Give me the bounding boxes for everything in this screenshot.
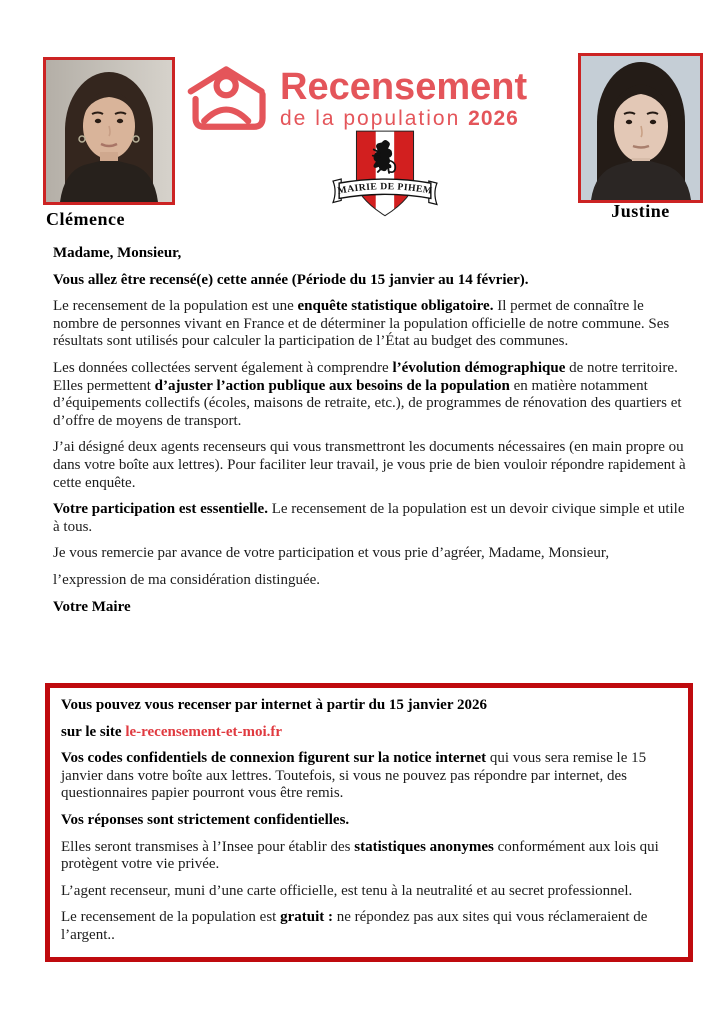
house-person-icon: [186, 62, 274, 138]
infobox-confidential-line: [61, 812, 674, 830]
text-segment: Votre participation est essentielle.: [53, 501, 268, 518]
letter-paragraph: [53, 360, 690, 430]
letter-intro: [53, 272, 690, 290]
website-link: le-recensement-et-moi.fr: [125, 723, 283, 740]
text-segment: gratuit :: [280, 909, 333, 926]
text-segment: Je vous remercie par avance de votre participation et vous prie d’agréer, Madame, Monsieur,: [53, 545, 610, 562]
infobox-agent-paragraph: [61, 883, 674, 901]
photo-label-justine: Justine: [611, 201, 670, 221]
crest-banner-text: MAIRIE DE PIHEM: [336, 181, 434, 197]
text-segment: Le recensement de la population est un devoir civique simple et utile à tous.: [53, 501, 685, 535]
infobox-headline: [61, 697, 674, 715]
text-segment: sur le site: [61, 723, 126, 740]
text-segment: Le recensement de la population est une: [53, 298, 298, 315]
internet-census-info-box: [45, 683, 693, 962]
town-crest: [331, 130, 439, 227]
infobox-gratuit-paragraph: [61, 909, 674, 944]
text-segment: Votre Maire: [53, 598, 131, 615]
text-segment: Vos réponses sont strictement confidentielles.: [61, 811, 350, 828]
text-segment: de notre territoire. Elles permettent: [53, 359, 678, 394]
text-segment: conformément aux lois qui protègent votre vie privée.: [61, 838, 659, 873]
text-segment: l’expression de ma considération distinguée.: [53, 571, 321, 588]
text-segment: Vos codes confidentiels de connexion figurent sur la notice internet: [61, 750, 487, 767]
infobox-website-line: [61, 724, 674, 742]
text-segment: Le recensement de la population est: [61, 909, 281, 926]
text-segment: L’agent recenseur, muni d’une carte officielle, est tenu à la neutralité et au secret professionnel.: [61, 882, 633, 899]
letter-salutation: [53, 245, 690, 263]
letter-body: [53, 245, 690, 625]
portrait-justine-illustration: [581, 56, 700, 200]
text-segment: Vous allez être recensé(e) cette année (Période du 15 janvier au 14 février).: [53, 271, 529, 288]
portrait-clemence-illustration: [46, 60, 172, 202]
text-segment: ne répondez pas aux sites qui vous réclameraient de l’argent..: [61, 909, 648, 943]
text-segment: Les données collectées servent également à comprendre: [53, 359, 393, 376]
logo-title: Recensement: [280, 66, 528, 108]
letter-closing: [53, 572, 690, 590]
logo-subtitle: de la population: [280, 107, 461, 130]
text-segment: J’ai désigné deux agents recenseurs qui vous transmettront les documents nécessaires (en main propre ou dans votre boîte aux lettres). Pour faciliter leur travail, je vous prie de bien vouloir répondre rapidement à cette enquête.: [53, 439, 686, 491]
text-segment: Elles seront transmises à l’Insee pour établir des: [61, 838, 355, 855]
text-segment: Il permet de connaître le nombre de personnes vivant en France et de déterminer la population officielle de notre commune. Ses résultats sont utilisés pour calculer la participation de l’État au budget des communes.: [53, 298, 670, 350]
photo-label-clemence: Clémence: [46, 209, 125, 229]
logo-year: 2026: [468, 107, 519, 130]
photo-clemence: [43, 57, 175, 205]
text-segment: l’évolution démographique: [392, 359, 566, 376]
text-segment: enquête statistique obligatoire.: [297, 298, 494, 315]
letter-signature: [53, 599, 690, 617]
infobox-insee-paragraph: [61, 839, 674, 874]
text-segment: qui vous sera remise le 15 janvier dans votre boîte aux lettres. Toutefois, si vous ne pouvez pas répondre par internet, des questionnaires papier pourront vous être remis.: [61, 750, 647, 802]
text-segment: Vous pouvez vous recenser par internet à partir du 15 janvier 2026: [61, 697, 487, 713]
mairie-de-pihem-crest: [331, 130, 439, 222]
infobox-codes-paragraph: [61, 750, 674, 803]
photo-justine: [578, 53, 703, 203]
letter-thanks: [53, 545, 690, 563]
letter-paragraph: [53, 298, 690, 351]
letter-paragraph: [53, 439, 690, 492]
text-segment: Madame, Monsieur,: [53, 245, 182, 261]
text-segment: d’ajuster l’action publique aux besoins de la population: [154, 377, 510, 394]
letter-paragraph: [53, 501, 690, 536]
text-segment: en matière notamment d’équipements collectifs (écoles, maisons de retraite, etc.), de programmes de rénovation des quartiers et d’offre de moyens de transport.: [53, 377, 682, 429]
census-logo: [186, 60, 527, 138]
text-segment: statistiques anonymes: [354, 838, 494, 855]
